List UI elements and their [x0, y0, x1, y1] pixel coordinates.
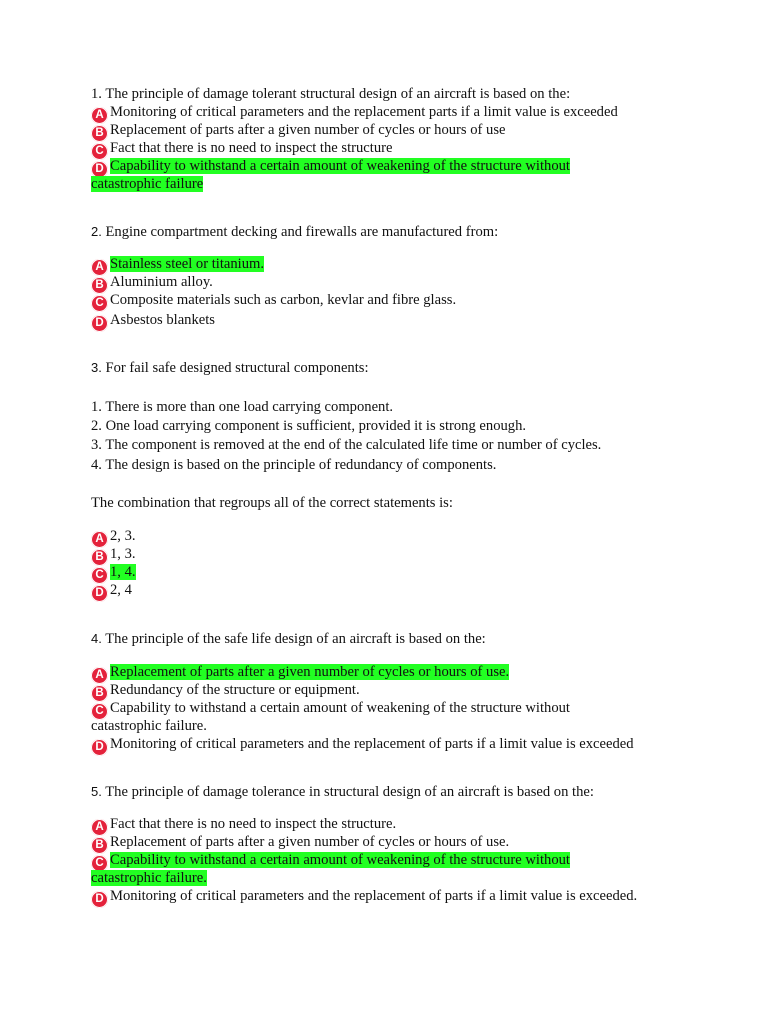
option-b-badge: B — [91, 837, 108, 854]
option-text: Fact that there is no need to inspect the structure. — [110, 816, 397, 832]
option-a-badge: A — [91, 819, 108, 836]
option-d-badge: D — [91, 585, 108, 602]
option-text: Replacement of parts after a given number of cycles or hours of use. — [110, 834, 510, 850]
question-4-option-c-continuation: catastrophic failure. — [91, 718, 207, 734]
option-c-badge: C — [91, 703, 108, 720]
option-text: Redundancy of the structure or equipment. — [110, 682, 360, 698]
option-a-badge: A — [91, 667, 108, 684]
question-5-stem — [91, 783, 594, 801]
option-text: Composite materials such as carbon, kevlar and fibre glass. — [110, 292, 457, 308]
question-4-stem — [91, 630, 486, 648]
option-text: 2, 3. — [110, 528, 136, 544]
option-text-highlighted: Capability to withstand a certain amount of weakening of the structure without — [110, 158, 570, 174]
question-number: 3. — [91, 360, 102, 375]
option-d-badge: D — [91, 315, 108, 332]
question-text: Engine compartment decking and firewalls are manufactured from: — [101, 224, 499, 240]
option-text-highlighted: Replacement of parts after a given number of cycles or hours of use. — [110, 664, 510, 680]
option-text: Replacement of parts after a given number of cycles or hours of use — [110, 122, 506, 138]
question-text: The principle of the safe life design of an aircraft is based on the: — [101, 631, 486, 647]
option-a-badge: A — [91, 259, 108, 276]
option-text: 1, 3. — [110, 546, 136, 562]
question-1-option-d-continuation — [91, 175, 203, 193]
option-c-badge: C — [91, 295, 108, 312]
question-text: The principle of damage tolerance in structural design of an aircraft is based on the: — [101, 784, 594, 800]
question-text: For fail safe designed structural components: — [101, 360, 369, 376]
option-text: Monitoring of critical parameters and the replacement of parts if a limit value is exceeded. — [110, 888, 638, 904]
option-a-badge: A — [91, 107, 108, 124]
question-3-statement-3: 3. The component is removed at the end of the calculated life time or number of cycles. — [91, 437, 602, 453]
option-text: Aluminium alloy. — [110, 274, 213, 290]
option-d-badge: D — [91, 739, 108, 756]
option-text: Capability to withstand a certain amount of weakening of the structure without — [110, 700, 570, 716]
question-2-option-d[interactable] — [91, 311, 215, 332]
question-5-option-d[interactable] — [91, 887, 637, 908]
option-c-badge: C — [91, 567, 108, 584]
option-c-badge: C — [91, 143, 108, 160]
option-text-highlighted: Capability to withstand a certain amount of weakening of the structure without — [110, 852, 570, 868]
question-5-option-c-continuation — [91, 869, 207, 887]
question-number: 2. — [91, 224, 102, 239]
question-3-combination-prompt: The combination that regroups all of the correct statements is: — [91, 495, 453, 511]
option-text: Fact that there is no need to inspect the structure — [110, 140, 393, 156]
option-b-badge: B — [91, 685, 108, 702]
option-text: 2, 4 — [110, 582, 132, 598]
question-3-statement-4: 4. The design is based on the principle of redundancy of components. — [91, 457, 497, 473]
option-b-badge: B — [91, 549, 108, 566]
question-number: 4. — [91, 631, 102, 646]
option-d-badge: D — [91, 891, 108, 908]
option-text-highlighted: 1, 4. — [110, 564, 136, 580]
option-text-highlighted: catastrophic failure — [91, 176, 204, 192]
option-text: Asbestos blankets — [110, 312, 215, 328]
option-text-highlighted: catastrophic failure. — [91, 870, 207, 886]
question-3-statement-1: 1. There is more than one load carrying component. — [91, 399, 394, 415]
option-a-badge: A — [91, 531, 108, 548]
option-text: Monitoring of critical parameters and the replacement of parts if a limit value is exceeded — [110, 736, 634, 752]
question-1-stem: 1. The principle of damage tolerant structural design of an aircraft is based on the: — [91, 86, 571, 102]
option-b-badge: B — [91, 277, 108, 294]
question-3-option-d[interactable] — [91, 581, 132, 602]
question-2-option-c[interactable] — [91, 291, 456, 312]
option-text-highlighted: Stainless steel or titanium. — [110, 256, 265, 272]
question-2-stem — [91, 223, 498, 241]
question-3-statement-2: 2. One load carrying component is sufficient, provided it is strong enough. — [91, 418, 527, 434]
option-text: Monitoring of critical parameters and the replacement parts if a limit value is exceeded — [110, 104, 618, 120]
question-number: 5. — [91, 784, 102, 799]
option-d-badge: D — [91, 161, 108, 178]
option-c-badge: C — [91, 855, 108, 872]
question-3-stem — [91, 359, 369, 377]
question-4-option-d[interactable] — [91, 735, 634, 756]
option-b-badge: B — [91, 125, 108, 142]
